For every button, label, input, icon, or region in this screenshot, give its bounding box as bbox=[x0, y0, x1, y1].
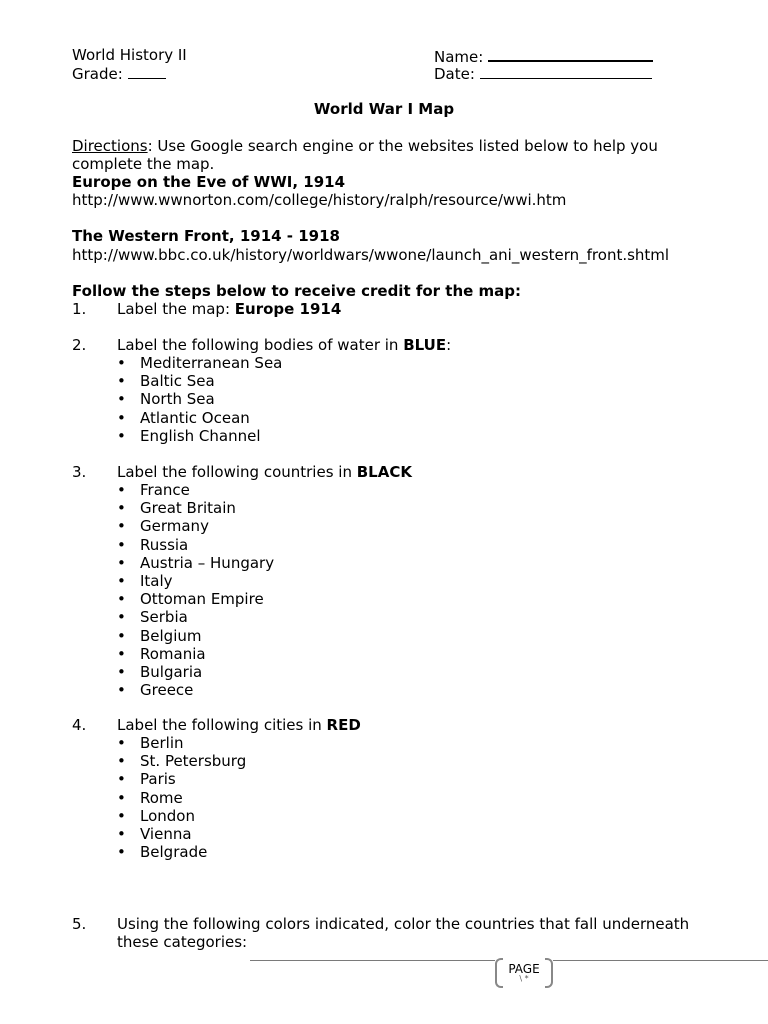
date-label: Date: bbox=[434, 65, 475, 83]
directions bbox=[72, 137, 658, 155]
list-item: Bulgaria bbox=[140, 663, 203, 681]
bullet-icon: • bbox=[117, 426, 126, 445]
bullet-icon: • bbox=[117, 663, 126, 681]
bullet-icon: • bbox=[117, 843, 126, 862]
date-blank[interactable] bbox=[480, 64, 652, 79]
step-instruction: Label the map: bbox=[117, 300, 235, 318]
bullet-icon: • bbox=[117, 408, 126, 427]
grade-label: Grade: bbox=[72, 65, 123, 83]
directions-label: Directions bbox=[72, 137, 148, 155]
list-item: Italy bbox=[140, 572, 173, 590]
list-item: Ottoman Empire bbox=[140, 590, 264, 609]
bullet-icon: • bbox=[117, 752, 126, 771]
page-title: World War I Map bbox=[313, 100, 455, 118]
source-heading: Europe on the Eve of WWI, 1914 bbox=[72, 173, 346, 191]
page-label: PAGE bbox=[508, 962, 540, 976]
page-field-code: \ * bbox=[519, 974, 529, 983]
step-text bbox=[117, 300, 341, 318]
step-suffix: : bbox=[446, 336, 452, 354]
list-item: English Channel bbox=[140, 426, 261, 445]
step-number: 5. bbox=[72, 915, 87, 933]
step-emphasis: BLUE bbox=[403, 336, 447, 354]
date-field[interactable] bbox=[434, 64, 652, 83]
list-item: Berlin bbox=[140, 734, 184, 752]
right-bracket-icon bbox=[545, 958, 553, 988]
source-heading: The Western Front, 1914 - 1918 bbox=[72, 227, 340, 245]
footer-rule-right bbox=[553, 960, 768, 961]
step-emphasis: Europe 1914 bbox=[234, 300, 342, 318]
name-label: Name: bbox=[434, 48, 484, 66]
list-item: Great Britain bbox=[140, 499, 236, 518]
bullet-icon: • bbox=[117, 626, 126, 645]
step-text-continued: these categories: bbox=[117, 933, 248, 951]
bullet-icon: • bbox=[117, 372, 126, 391]
list-item: Serbia bbox=[140, 608, 188, 627]
step-instruction: Label the following bodies of water in bbox=[117, 336, 404, 354]
step-number: 3. bbox=[72, 463, 87, 481]
name-blank[interactable] bbox=[488, 46, 653, 62]
list-item: Atlantic Ocean bbox=[140, 408, 250, 427]
step-text: Using the following colors indicated, color the countries that fall underneath bbox=[117, 915, 690, 933]
list-item: Baltic Sea bbox=[140, 372, 215, 391]
list-item: Germany bbox=[140, 517, 209, 536]
page-number-box bbox=[495, 956, 553, 986]
steps-heading: Follow the steps below to receive credit for the map: bbox=[72, 282, 522, 300]
step-instruction: Label the following cities in bbox=[117, 716, 327, 734]
bullet-icon: • bbox=[117, 553, 126, 572]
bullet-icon: • bbox=[117, 572, 126, 590]
bullet-icon: • bbox=[117, 788, 126, 807]
grade-field[interactable] bbox=[72, 64, 166, 83]
directions-text-2: complete the map. bbox=[72, 155, 215, 173]
name-field[interactable] bbox=[434, 46, 653, 66]
list-item: Greece bbox=[140, 681, 194, 700]
list-item: Vienna bbox=[140, 825, 192, 843]
list-item: North Sea bbox=[140, 390, 215, 409]
bullet-icon: • bbox=[117, 535, 126, 554]
bullet-icon: • bbox=[117, 644, 126, 663]
bullet-icon: • bbox=[117, 825, 126, 843]
list-item: Belgrade bbox=[140, 843, 208, 862]
step-text bbox=[117, 336, 451, 354]
list-item: France bbox=[140, 481, 190, 499]
list-item: St. Petersburg bbox=[140, 752, 247, 771]
step-number: 2. bbox=[72, 336, 87, 354]
step-emphasis: BLACK bbox=[356, 463, 412, 481]
bullet-icon: • bbox=[117, 770, 126, 789]
step-number: 1. bbox=[72, 300, 87, 318]
step-instruction: Label the following countries in bbox=[117, 463, 357, 481]
source-link[interactable]: http://www.bbc.co.uk/history/worldwars/wwone/launch_ani_western_front.shtml bbox=[72, 246, 670, 264]
list-item: London bbox=[140, 806, 195, 825]
list-item: Belgium bbox=[140, 626, 202, 645]
bullet-icon: • bbox=[117, 806, 126, 825]
directions-text: : Use Google search engine or the websites listed below to help you bbox=[147, 137, 658, 155]
footer-rule-left bbox=[250, 960, 495, 961]
bullet-icon: • bbox=[117, 608, 126, 627]
bullet-icon: • bbox=[117, 590, 126, 609]
bullet-icon: • bbox=[117, 390, 126, 409]
list-item: Paris bbox=[140, 770, 176, 789]
step-text bbox=[117, 716, 361, 734]
course-name: World History II bbox=[72, 46, 187, 64]
step-emphasis: RED bbox=[326, 716, 361, 734]
bullet-icon: • bbox=[117, 499, 126, 518]
grade-blank[interactable] bbox=[128, 64, 166, 79]
bullet-icon: • bbox=[117, 517, 126, 536]
bullet-icon: • bbox=[117, 354, 126, 372]
bullet-icon: • bbox=[117, 681, 126, 700]
bullet-icon: • bbox=[117, 481, 126, 499]
list-item: Austria – Hungary bbox=[140, 553, 275, 572]
step-number: 4. bbox=[72, 716, 87, 734]
list-item: Romania bbox=[140, 644, 206, 663]
list-item: Mediterranean Sea bbox=[140, 354, 283, 372]
list-item: Russia bbox=[140, 535, 189, 554]
step-text bbox=[117, 463, 412, 481]
bullet-icon: • bbox=[117, 734, 126, 752]
source-link[interactable]: http://www.wwnorton.com/college/history/ralph/resource/wwi.htm bbox=[72, 191, 567, 209]
list-item: Rome bbox=[140, 788, 183, 807]
